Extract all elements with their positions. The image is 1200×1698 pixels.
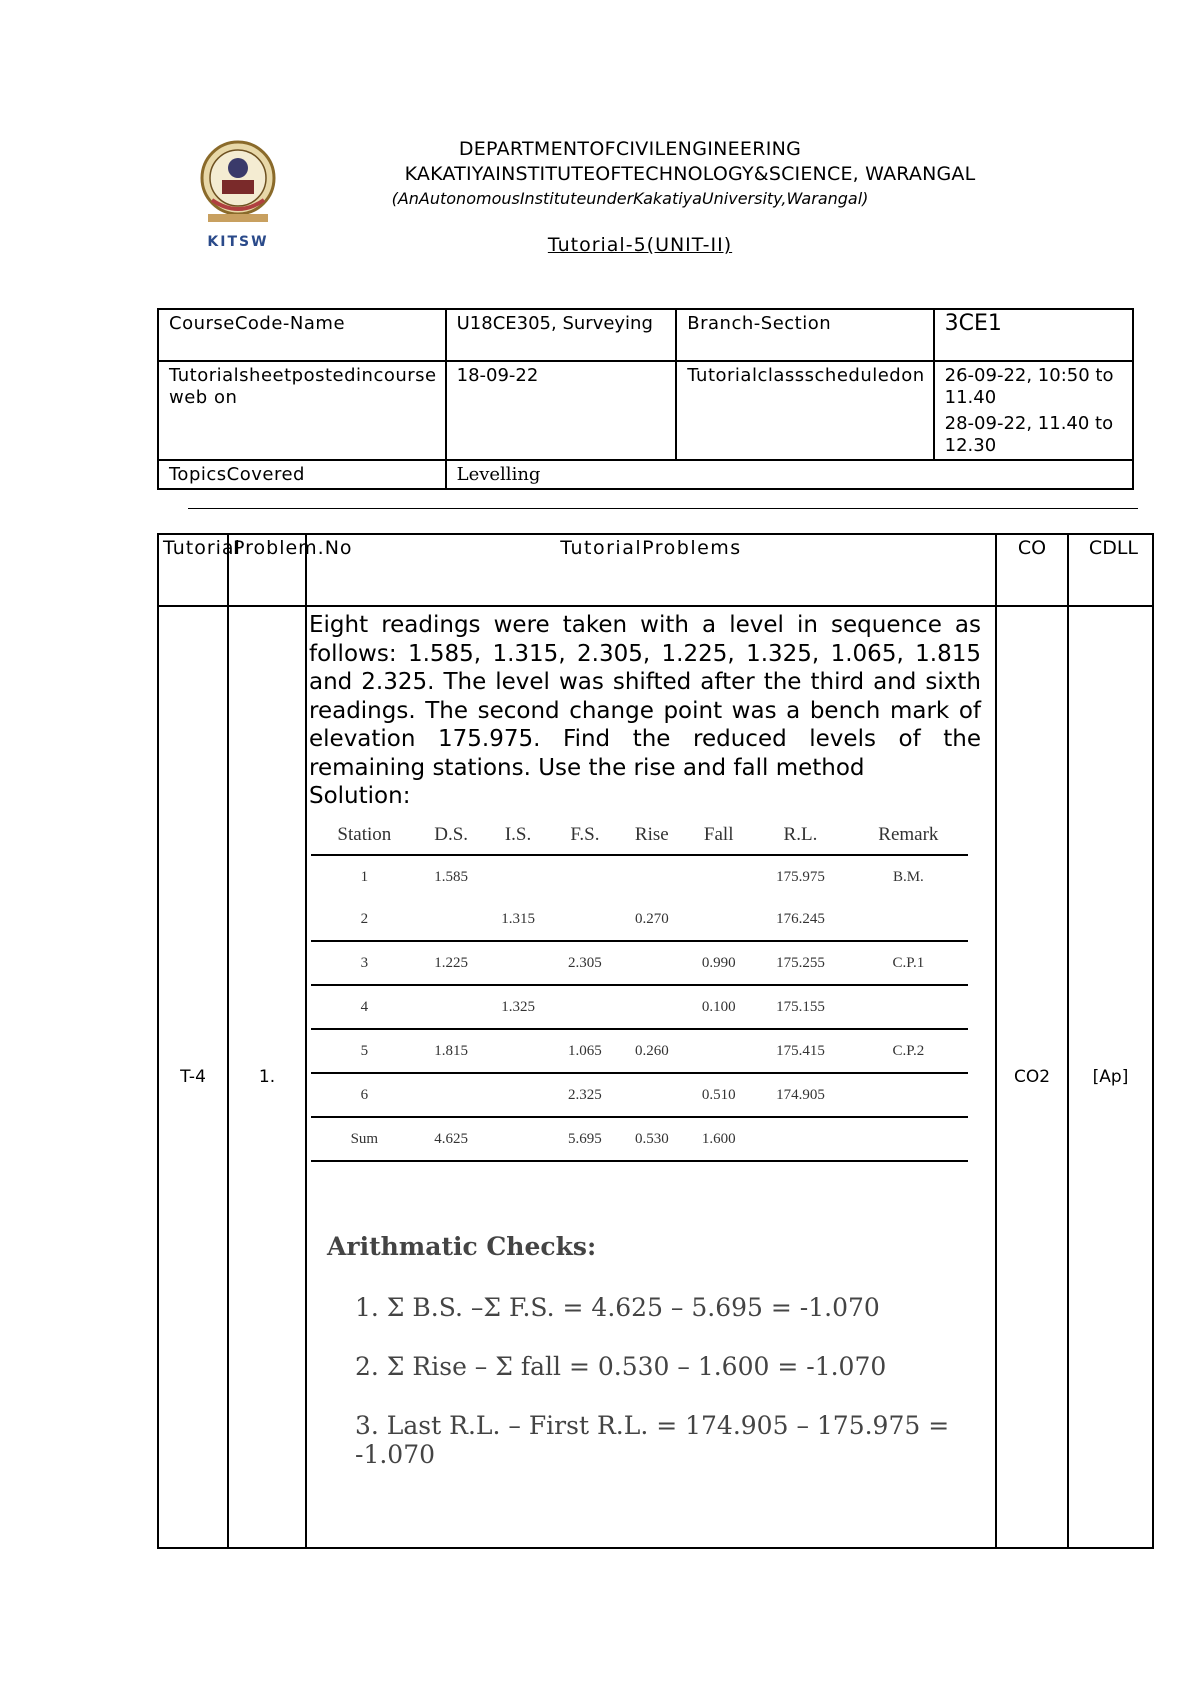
- header-cdl: CDLL: [1068, 534, 1153, 606]
- cell: [552, 898, 619, 941]
- header-problem-no: Problem.No: [228, 534, 306, 606]
- table-row: [311, 1073, 968, 1117]
- posted-value: 18-09-22: [446, 361, 677, 460]
- cell: [485, 1073, 552, 1117]
- schedule-2: 28-09-22, 11.40 to 12.30: [944, 413, 1114, 456]
- check-item: 3. Last R.L. – First R.L. = 174.905 – 175.975 = -1.070: [355, 1411, 950, 1469]
- cell: [618, 941, 685, 985]
- check-item: 1. Σ B.S. –Σ F.S. = 4.625 – 5.695 = -1.070: [355, 1293, 880, 1322]
- scheduled-label: Tutorialclassscheduledon: [676, 361, 933, 460]
- cell: C.P.1: [849, 941, 968, 985]
- cell: [618, 855, 685, 898]
- cell: [552, 855, 619, 898]
- col-remark: Remark: [878, 824, 939, 845]
- cell: [685, 855, 752, 898]
- cell: [618, 985, 685, 1029]
- branch-value: 3CE1: [934, 309, 1133, 361]
- header-tutorial-problems: TutorialProblems: [306, 534, 996, 606]
- cell: 2.325: [552, 1073, 619, 1117]
- cell: [685, 1029, 752, 1073]
- cell: [849, 898, 968, 941]
- cell: [752, 1117, 849, 1161]
- table-row: [311, 898, 968, 941]
- cell: 176.245: [776, 910, 825, 927]
- col-fall: Fall: [703, 824, 734, 845]
- cell: 0.990: [685, 941, 752, 985]
- course-info-table: [157, 308, 1134, 490]
- rise-fall-table: [311, 816, 968, 1162]
- cell: 0.260: [618, 1029, 685, 1073]
- cell: 1.600: [685, 1117, 752, 1161]
- cell: 4: [311, 985, 418, 1029]
- cell: 174.905: [752, 1073, 849, 1117]
- cell: [849, 1073, 968, 1117]
- tutorial-id: T-4: [158, 606, 228, 1548]
- cell: 0.100: [685, 985, 752, 1029]
- svg-text:KITSW: KITSW: [207, 234, 269, 250]
- cell: 2.305: [552, 941, 619, 985]
- sum-row: [311, 1117, 968, 1161]
- cell: [485, 1117, 552, 1161]
- rise-fall-header-row: [311, 816, 968, 855]
- table-row: [311, 941, 968, 985]
- cell: 1.585: [418, 855, 485, 898]
- cell: [485, 855, 552, 898]
- col-is: I.S.: [504, 824, 532, 845]
- cell: [418, 898, 485, 941]
- cell: Sum: [311, 1117, 418, 1161]
- table-row: [311, 1029, 968, 1073]
- cell: 6: [311, 1073, 418, 1117]
- cell: 1: [311, 855, 418, 898]
- kitsw-logo: [198, 138, 278, 250]
- course-label: CourseCode-Name: [158, 309, 446, 361]
- col-station: Station: [337, 824, 392, 845]
- schedule-cell: [934, 361, 1133, 460]
- cell: 3: [311, 941, 418, 985]
- cell: [418, 1073, 485, 1117]
- problem-cell: [306, 606, 996, 1548]
- check-item: 2. Σ Rise – Σ fall = 0.530 – 1.600 = -1.070: [355, 1352, 887, 1381]
- schedule-1: 26-09-22, 10:50 to 11.40: [944, 365, 1114, 408]
- cell: 0.530: [618, 1117, 685, 1161]
- cell: 175.255: [752, 941, 849, 985]
- cell: 1.315: [501, 910, 535, 927]
- course-value: U18CE305, Surveying: [446, 309, 677, 361]
- cell: 175.415: [752, 1029, 849, 1073]
- department-title: DEPARTMENTOFCIVILENGINEERING: [458, 138, 802, 160]
- solution-label: Solution:: [309, 783, 411, 809]
- cell: 4.625: [418, 1117, 485, 1161]
- topics-label: TopicsCovered: [158, 460, 446, 489]
- autonomous-subtitle: (AnAutonomousInstituteunderKakatiyaUniversity,Warangal): [391, 189, 869, 208]
- cell: [552, 985, 619, 1029]
- cell: 175.975: [752, 855, 849, 898]
- cell: 1.065: [552, 1029, 619, 1073]
- cell: 1.815: [418, 1029, 485, 1073]
- branch-label: Branch-Section: [676, 309, 933, 361]
- cell: 1.225: [418, 941, 485, 985]
- horizontal-rule: [188, 508, 1138, 509]
- topics-value: Levelling: [446, 460, 1133, 489]
- checks-title: Arithmatic Checks:: [327, 1232, 597, 1261]
- arithmetic-checks: [307, 1232, 995, 1469]
- cell: 0.270: [634, 910, 669, 927]
- cell: [485, 941, 552, 985]
- header-tutorial: Tutorial: [158, 534, 228, 606]
- cell: [685, 898, 752, 941]
- cdl-value: [Ap]: [1068, 606, 1153, 1548]
- cell: 5: [311, 1029, 418, 1073]
- cell: [418, 985, 485, 1029]
- problem-text: Eight readings were taken with a level in sequence as follows: 1.585, 1.315, 2.305, 1.225, 1.325, 1.065, 1.815 and 2.325. The level was shifted after the third and sixth readings. The second change point was a bench mark of elevation 175.975. Find the reduced levels of the remaining stations. Use the rise and fall method: [309, 612, 981, 781]
- tutorial-title: Tutorial-5(UNIT-II): [547, 234, 733, 256]
- col-fs: F.S.: [570, 824, 600, 845]
- col-ds: D.S.: [434, 824, 469, 845]
- cell: 175.155: [752, 985, 849, 1029]
- posted-label: Tutorialsheetpostedincourse web on: [158, 361, 446, 460]
- cell: [849, 1117, 968, 1161]
- cell: C.P.2: [849, 1029, 968, 1073]
- cell: [618, 1073, 685, 1117]
- cell: B.M.: [849, 855, 968, 898]
- institute-title: KAKATIYAINSTITUTEOFTECHNOLOGY&SCIENCE, WARANGAL: [404, 163, 976, 185]
- col-rl: R.L.: [783, 824, 818, 845]
- tutorial-problems-table: [157, 533, 1154, 1549]
- cell: [485, 1029, 552, 1073]
- col-rise: Rise: [634, 824, 669, 845]
- cell: 2: [360, 910, 369, 927]
- cell: 5.695: [552, 1117, 619, 1161]
- header-co: CO: [996, 534, 1068, 606]
- cell: 1.325: [485, 985, 552, 1029]
- problem-number: 1.: [228, 606, 306, 1548]
- co-value: CO2: [996, 606, 1068, 1548]
- table-row: [311, 985, 968, 1029]
- cell: 0.510: [685, 1073, 752, 1117]
- table-row: [311, 855, 968, 898]
- cell: [849, 985, 968, 1029]
